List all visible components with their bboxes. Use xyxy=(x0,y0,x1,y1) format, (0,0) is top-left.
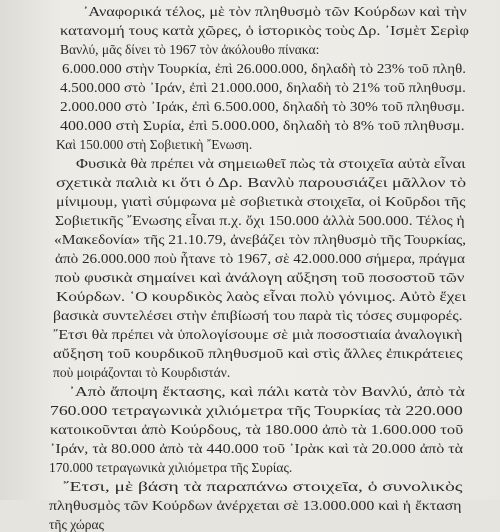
text-line: ᾿Ιράν, τὰ 80.000 ἀπὸ τὰ 440.000 τοῦ ᾿Ιρὰκ καὶ τὰ 20.000 ἀπὸ τὰ xyxy=(50,441,464,456)
text-line: πληθυσμὸς τῶν Κούρδων ἀνέρχεται σὲ 13.000.000 καὶ ἡ ἔκταση xyxy=(49,498,462,513)
text-line: Φυσικὰ θὰ πρέπει νὰ σημειωθεῖ πὼς τὰ στοιχεῖα αὐτὰ εἶναι xyxy=(76,156,466,171)
table-line-iraq: 2.000.000 στὸ ᾿Ιράκ, ἐπὶ 6.500.000, δηλαδὴ τὸ 30% τοῦ πληθυσμ. xyxy=(60,99,465,114)
text-line: ῎Ετσι, μὲ βάση τὰ παραπάνω στοιχεῖα, ὁ συνολικὸς xyxy=(63,479,463,494)
table-line-soviet: Καὶ 150.000 στὴ Σοβιετικὴ ῎Ενωση. xyxy=(56,137,253,152)
table-line-syria: 400.000 στὴ Συρία, ἐπὶ 5.000.000, δηλαδὴ τὸ 8% τοῦ πληθυσμ. xyxy=(60,118,465,133)
text-line: ἀπὸ 26.000.000 ποὺ ἦτανε τὸ 1967, σὲ 42.000.000 σήμερα, πράγμα xyxy=(55,251,465,266)
text-line: αὔξηση τοῦ κουρδικοῦ πληθυσμοῦ καὶ στὶς ἄλλες ἐπικράτειες xyxy=(53,346,463,361)
table-line-iran: 4.500.000 στὸ ᾿Ιράν, ἐπὶ 21.000.000, δηλαδὴ τὸ 21% τοῦ πληθυσμ. xyxy=(60,80,466,95)
text-line: τῆς χώρας xyxy=(49,517,104,532)
text-line: κατανομή τους κατὰ χῶρες, ὁ ἱστορικὸς τοὺς Δρ. ᾿Ισμὲτ Σερὶφ xyxy=(60,23,469,38)
text-line: ῎Ετσι θὰ πρέπει νὰ ὑπολογίσουμε σὲ μιὰ ποσοστιαία ἀναλογικὴ xyxy=(53,327,463,342)
text-line: ποὺ φυσικὰ σημαίνει καὶ ἀνάλογη αὔξηση τοῦ ποσοστοῦ τῶν xyxy=(55,270,465,285)
text-line: Βανλύ, μᾶς δίνει τὸ 1967 τὸν ἀκόλουθο πίνακα: xyxy=(60,42,320,57)
text-line: ᾿Απὸ ἄποψη ἔκτασης, καὶ πάλι κατὰ τὸν Βανλύ, ἀπὸ τὰ xyxy=(69,384,465,399)
text-line: σχετικὰ παλιὰ κι ὅτι ὁ Δρ. Βανλὺ παρουσιάζει μᾶλλον τὸ xyxy=(56,175,467,190)
text-line: μίνιμουμ, γιατὶ σύμφωνα μὲ σοβιετικὰ στοιχεῖα, οἱ Κοῦρδοι τῆς xyxy=(56,194,466,209)
text-line: ποὺ μοιράζονται τὸ Κουρδιστάν. xyxy=(53,365,231,380)
text-line: «Μακεδονία» τῆς 21.10.79, ἀνεβάζει τὸν πληθυσμὸ τῆς Τουρκίας, xyxy=(54,232,467,247)
text-line: βασικὰ συντελέσει στὴν ἐπιβίωσή του παρὰ τὶς τόσες συμφορές. xyxy=(53,308,463,323)
text-line: ᾿Αναφορικά τέλος, μὲ τὸν πληθυσμὸ τῶν Κούρδων καὶ τὴν xyxy=(83,4,467,19)
text-line: 170.000 τετραγωνικὰ χιλιόμετρα τῆς Συρίας. xyxy=(49,460,293,475)
text-line: Κούρδων. ῾Ο κουρδικὸς λαὸς εἶναι πολὺ γόνιμος. Αὐτὸ ἔχει xyxy=(56,289,467,304)
text-line: Σοβιετικῆς ῎Ενωσης εἶναι π.χ. ὄχι 150.000 ἀλλὰ 500.000. Τέλος ἡ xyxy=(55,213,465,228)
text-line: 760.000 τετραγωνικὰ χιλιόμετρα τῆς Τουρκίας τὰ 220.000 xyxy=(50,403,463,418)
text-line: κατοικοῦνται ἀπὸ Κούρδους, τὰ 180.000 ἀπὸ τὰ 1.600.000 τοῦ xyxy=(50,422,464,437)
table-line-turkey: 6.000.000 στὴν Τουρκία, ἐπὶ 26.000.000, δηλαδὴ τὸ 23% τοῦ πληθ. xyxy=(62,61,466,76)
